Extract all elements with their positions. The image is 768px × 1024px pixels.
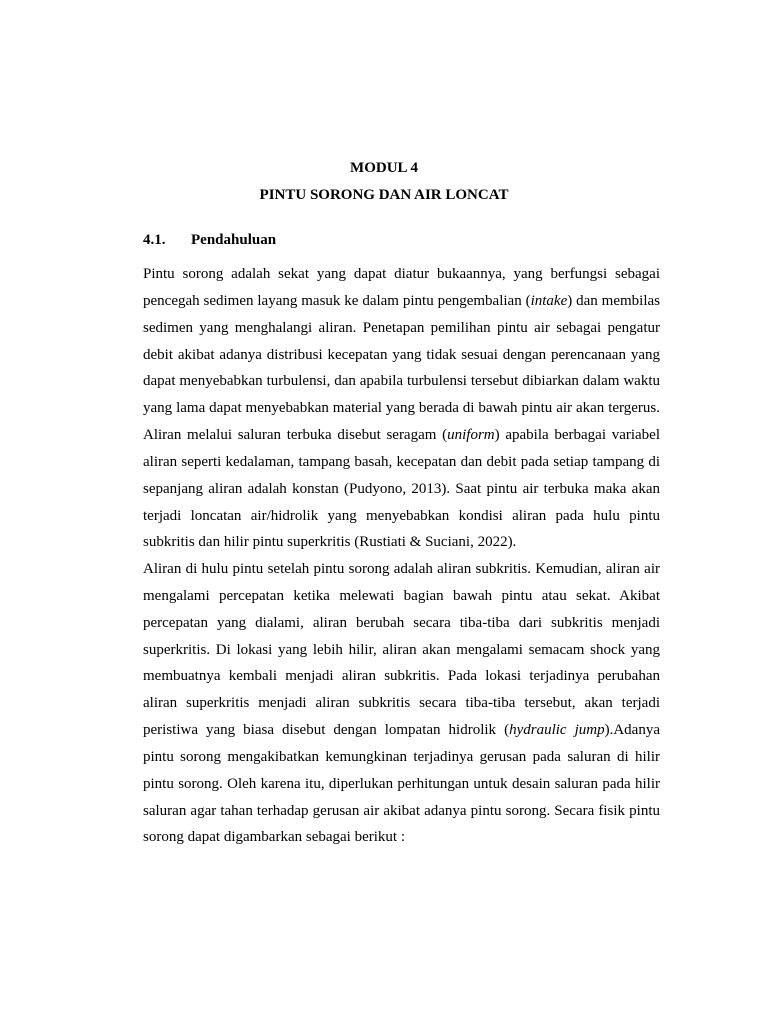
section-number: 4.1. (143, 232, 166, 248)
text-run: ) dan membilas (567, 292, 660, 309)
paragraph-line: Pintu sorong adalah sekat yang dapat diatur bukaannya, yang berfungsi sebagai (143, 266, 660, 282)
text-run: ) apabila berbagai variabel (494, 427, 660, 444)
paragraph-line: dapat menyebabkan turbulensi, dan apabila turbulensi tersebut dibiarkan dalam waktu (143, 373, 660, 390)
paragraph-line: Aliran di hulu pintu setelah pintu sorong adalah aliran subkritis. Kemudian, aliran air (143, 561, 660, 577)
paragraph-line: aliran superkritis menjadi aliran subkritis secara tiba-tiba tersebut, akan terjadi (143, 695, 660, 712)
paragraph-1 (143, 261, 660, 556)
paragraph-line: aliran seperti kedalaman, tampang basah, kecepatan dan debit pada setiap tampang di (143, 453, 660, 470)
paragraph-2 (143, 556, 660, 851)
paragraph-line: pintu sorong. Oleh karena itu, diperlukan perhitungan untuk desain saluran pada hilir (143, 775, 660, 792)
paragraph-line: saluran agar tahan terhadap gerusan air akibat adanya pintu sorong. Secara fisik pintu (143, 802, 660, 819)
text-run: Aliran melalui saluran terbuka disebut seragam ( (143, 427, 448, 444)
paragraph-line: sepanjang aliran adalah konstan (Pudyono, 2013). Saat pintu air terbuka maka akan (143, 480, 660, 497)
paragraph-line: terjadi loncatan air/hidrolik yang menyebabkan kondisi aliran pada hulu pintu (143, 507, 660, 524)
paragraph-line (143, 717, 660, 744)
text-run: ).Adanya (604, 722, 660, 739)
paragraph-line: pintu sorong mengakibatkan kemungkinan terjadinya gerusan pada saluran di hilir (143, 748, 660, 765)
paragraph-line: membuatnya kembali menjadi aliran subkritis. Pada lokasi terjadinya perubahan (143, 668, 660, 685)
italic-term: uniform (447, 427, 495, 444)
paragraph-line: mengalami percepatan ketika melewati bagian bawah pintu atau sekat. Akibat (143, 587, 660, 604)
paragraph-line (143, 288, 660, 315)
section-heading (143, 231, 276, 249)
module-title: MODUL 4 (350, 160, 418, 176)
paragraph-line: subkritis dan hilir pintu superkritis (Rustiati & Suciani, 2022). (143, 534, 517, 551)
italic-term: intake (530, 292, 568, 309)
module-subtitle: PINTU SORONG DAN AIR LONCAT (259, 187, 509, 203)
paragraph-line: percepatan yang dialami, aliran berubah secara tiba-tiba dari subkritis menjadi (143, 614, 660, 631)
italic-term: hydraulic jump (509, 722, 605, 739)
text-run: pencegah sedimen layang masuk ke dalam pintu pengembalian ( (143, 292, 531, 309)
text-run: peristiwa yang biasa disebut dengan lompatan hidrolik ( (143, 722, 510, 739)
section-title: Pendahuluan (191, 232, 277, 248)
paragraph-line: sorong dapat digambarkan sebagai berikut : (143, 829, 406, 846)
paragraph-line: superkritis. Di lokasi yang lebih hilir, aliran akan mengalami semacam shock yang (143, 641, 660, 658)
paragraph-line: sedimen yang menghalangi aliran. Penetapan pemilihan pintu air sebagai pengatur (143, 319, 660, 336)
paragraph-line (143, 422, 660, 449)
paragraph-line: debit akibat adanya distribusi kecepatan yang tidak sesuai dengan perencanaan yang (143, 346, 660, 363)
paragraph-line: yang lama dapat menyebabkan material yang berada di bawah pintu air akan tergerus. (143, 400, 660, 417)
